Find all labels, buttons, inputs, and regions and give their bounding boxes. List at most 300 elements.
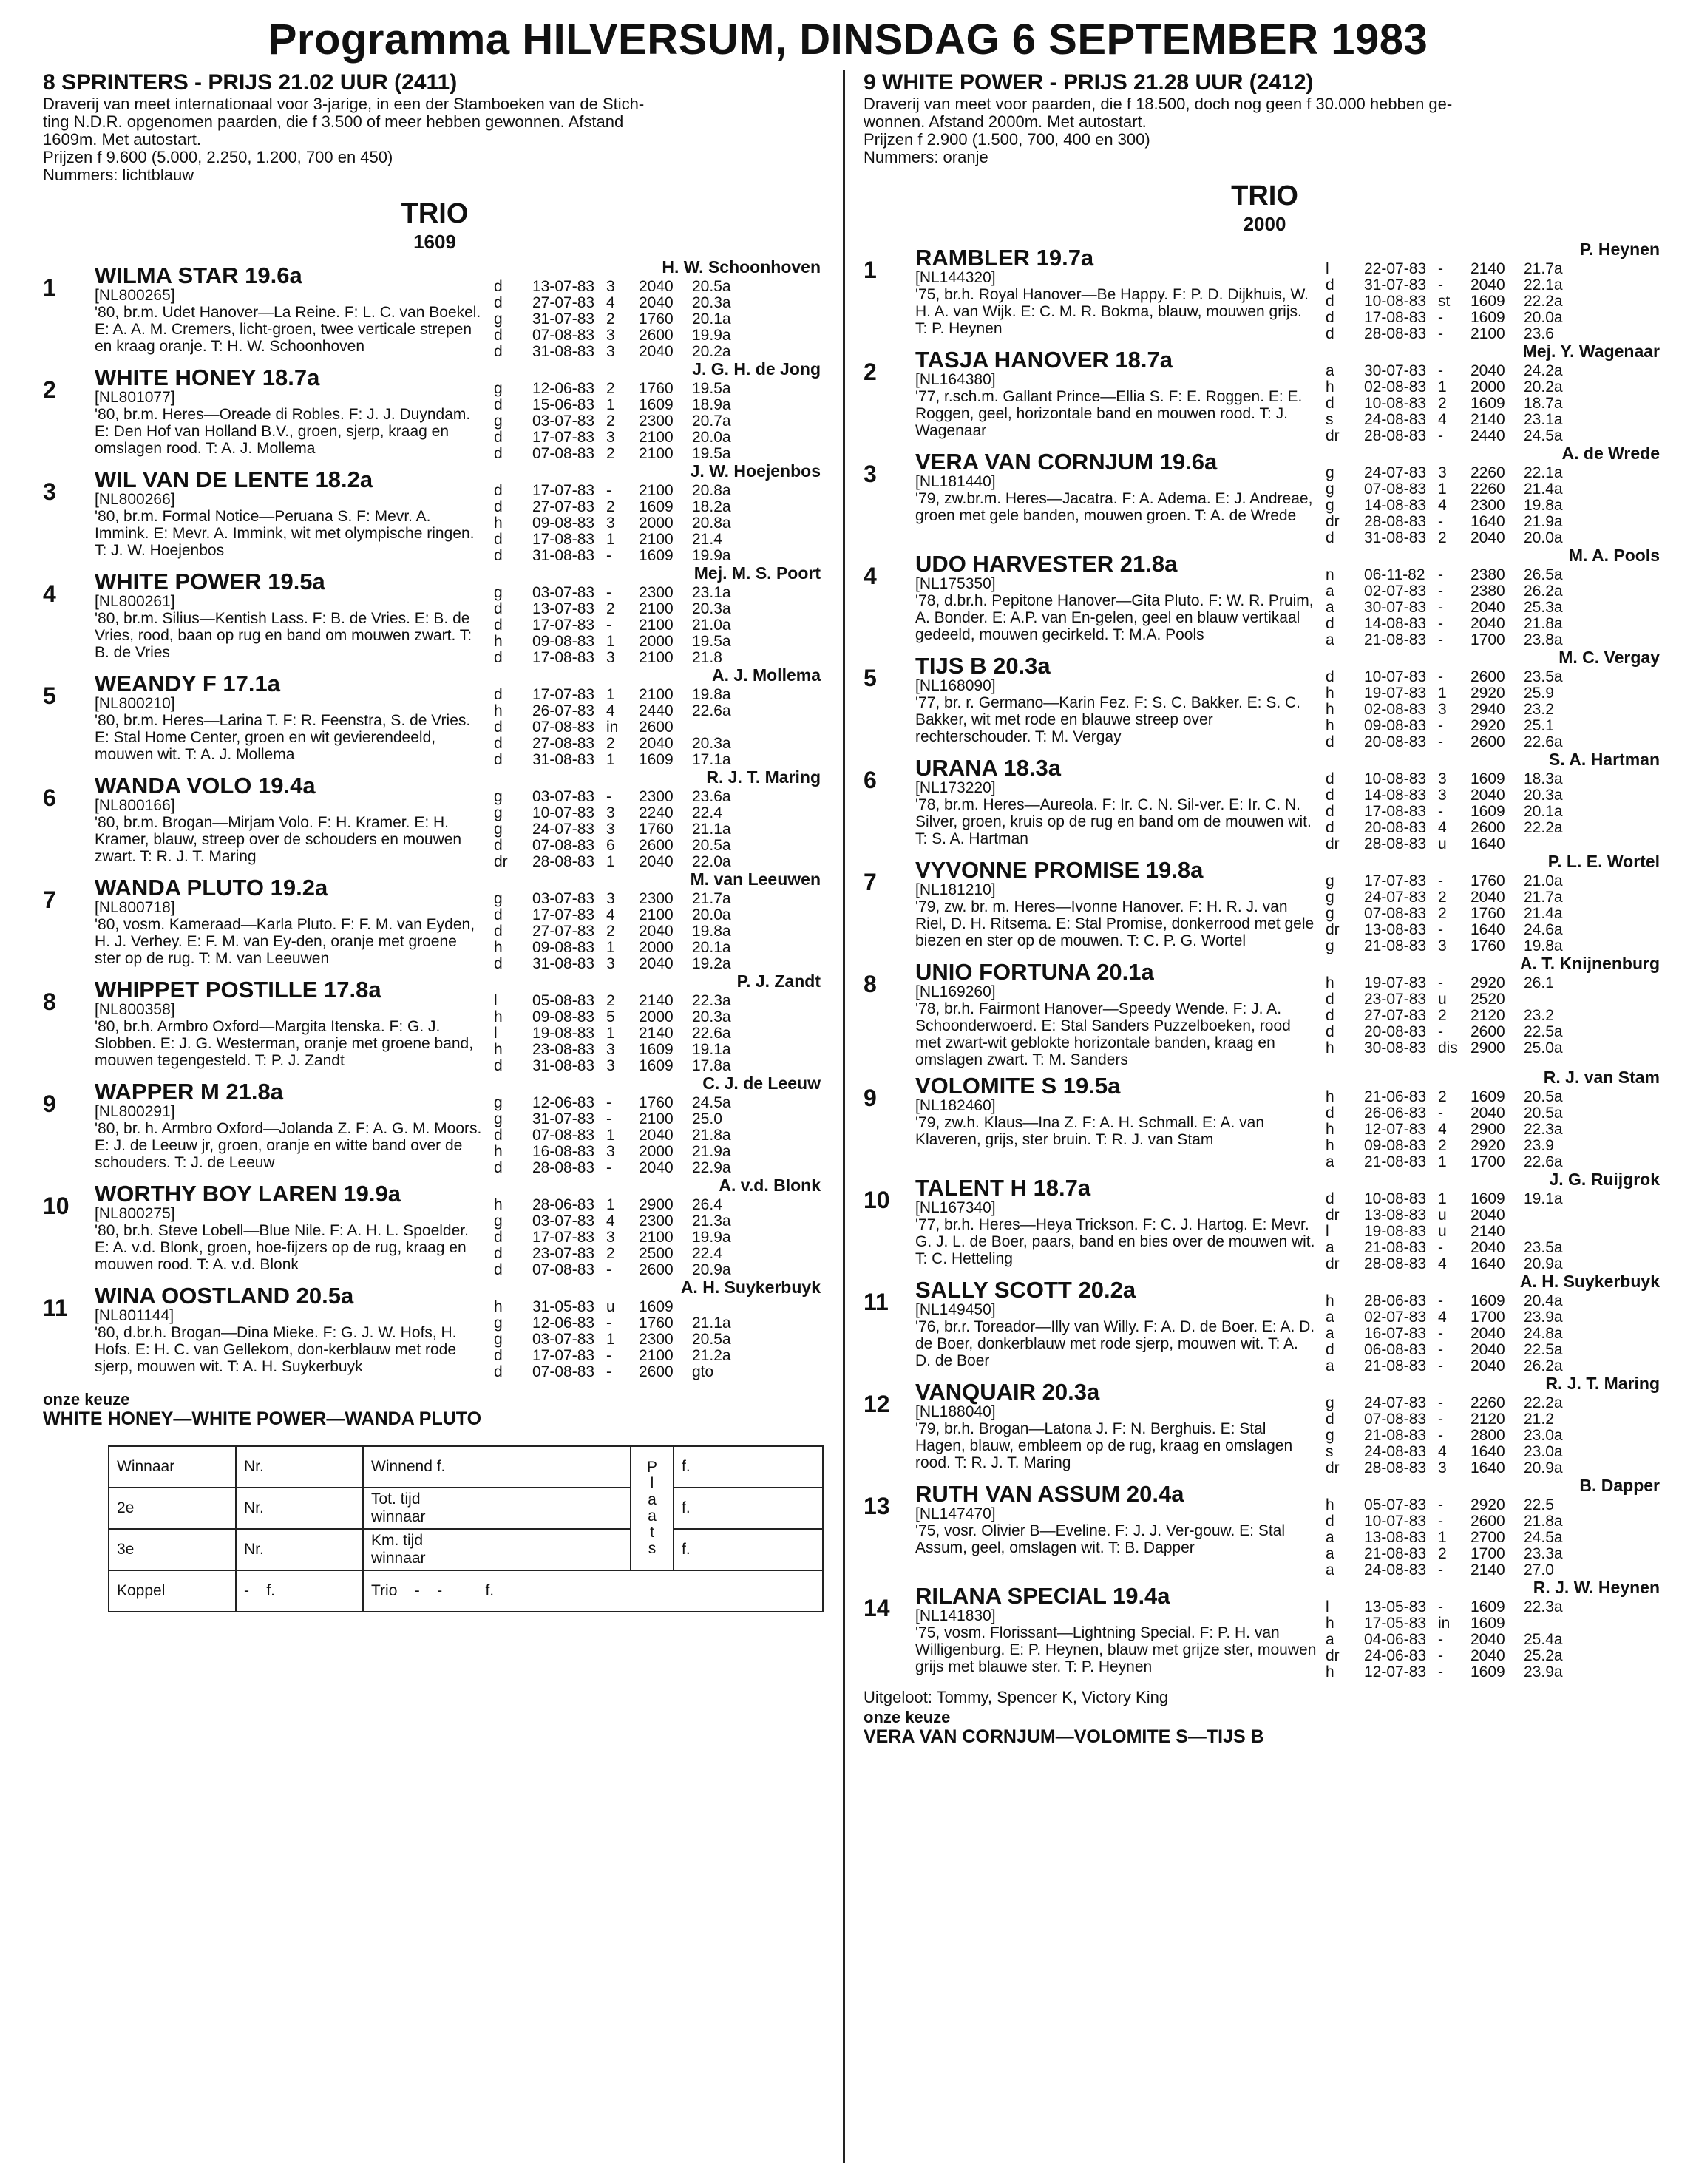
race-date: 05-07-83 [1364, 1496, 1427, 1513]
race-distance: 2100 [639, 482, 674, 499]
race-date: 31-07-83 [532, 1110, 595, 1127]
horse-description [95, 467, 494, 564]
race-date: 28-08-83 [1364, 325, 1427, 342]
track-code: d [1326, 325, 1334, 342]
race-date: 31-07-83 [532, 311, 595, 328]
race-date: 13-08-83 [1364, 921, 1427, 938]
race-date: 31-07-83 [1364, 277, 1427, 294]
performance-list [1326, 768, 1666, 852]
km-time: 22.2a [1524, 819, 1563, 836]
dash: - [244, 1582, 249, 1599]
placing: 3 [606, 1057, 615, 1074]
race-distance: 2040 [1471, 529, 1505, 546]
placing: 1 [1438, 481, 1447, 498]
placing: u [1438, 1223, 1447, 1240]
performance-row [1326, 804, 1666, 820]
placing: 2 [606, 445, 615, 462]
placing: 3 [1438, 770, 1447, 787]
performance-row [1326, 1444, 1666, 1460]
horse-info [95, 462, 827, 564]
performance-list [1326, 666, 1666, 750]
track-code: d [494, 343, 503, 360]
performance-row [1326, 481, 1666, 498]
placing: 4 [1438, 819, 1447, 836]
horse-info [95, 1074, 827, 1176]
performance-list [494, 276, 827, 360]
race-distance: 2100 [639, 1229, 674, 1246]
performance-list [494, 1296, 827, 1380]
track-code: d [1326, 529, 1334, 546]
race-date: 15-06-83 [532, 396, 595, 413]
race-distance: 2600 [1471, 819, 1505, 836]
horse-body [95, 262, 827, 360]
track-code: dr [1326, 835, 1340, 852]
race-date: 28-06-83 [1364, 1292, 1427, 1309]
form-f: f. [485, 1582, 495, 1599]
performance-list [1326, 1290, 1666, 1374]
km-time: 19.5a [692, 380, 731, 397]
horse-body [915, 245, 1666, 342]
performance-row [1326, 326, 1666, 342]
km-time: 19.9a [692, 1229, 731, 1246]
placing: 3 [606, 890, 615, 907]
performance-row [1326, 396, 1666, 412]
placing: - [606, 547, 611, 564]
placing: - [606, 1347, 611, 1364]
performance-row [1326, 1154, 1666, 1170]
performance-row [494, 703, 827, 719]
km-time: 22.4 [692, 1245, 722, 1262]
km-time: 19.1a [692, 1041, 731, 1058]
form-winnend: Winnend f. [363, 1446, 631, 1488]
condition-line: Draverij van meet voor paarden, die f 18.500, doch nog geen f 30.000 hebben ge- [864, 95, 1453, 113]
placing: - [1438, 1023, 1443, 1040]
form-km-tijd-label: Km. tijd [371, 1532, 424, 1549]
performance-row [494, 854, 827, 870]
placing: - [1438, 513, 1443, 530]
km-time: 23.1a [692, 584, 731, 601]
driver-name: C. J. de Leeuw [702, 1074, 821, 1093]
horse-name: RAMBLER 19.7a [915, 245, 1094, 271]
race-distance: 2300 [1471, 497, 1505, 514]
form-f: f. [674, 1488, 823, 1529]
track-code: l [1326, 1598, 1329, 1615]
km-time: 24.5a [1524, 427, 1563, 444]
placing: - [1438, 325, 1443, 342]
race-distance: 2260 [1471, 464, 1505, 481]
performance-row [494, 821, 827, 838]
performance-row [494, 634, 827, 650]
track-code: d [494, 617, 503, 634]
track-code: h [1326, 701, 1334, 718]
performance-row [494, 328, 827, 344]
horse-details: '80, br.m. Silius—Kentish Lass. F: B. de Vries. E: B. de Vries, rood, baan op rug en band om mouwen zwart. T: B. de Vries [95, 610, 472, 661]
horse-number: 10 [43, 1193, 69, 1219]
km-time: 20.3a [692, 600, 731, 617]
horse-entry [864, 240, 1666, 342]
track-code: a [1326, 1545, 1334, 1562]
km-time: 22.4 [692, 804, 722, 821]
race-date: 20-08-83 [1364, 819, 1427, 836]
race-distance: 2920 [1471, 717, 1505, 734]
km-time: 23.2 [1524, 701, 1554, 718]
driver-name: A. J. Mollema [712, 665, 821, 685]
placing: 3 [606, 1229, 615, 1246]
track-code: d [1326, 668, 1334, 685]
race-distance: 2040 [1471, 1207, 1505, 1224]
performance-row [1326, 277, 1666, 294]
horse-name: UDO HARVESTER 21.8a [915, 551, 1178, 577]
placing: - [606, 617, 611, 634]
condition-line: Prijzen f 9.600 (5.000, 2.250, 1.200, 700 en 450) [43, 148, 393, 166]
horse-entry [43, 768, 827, 870]
horse-name: VERA VAN CORNJUM 19.6a [915, 449, 1218, 475]
race-date: 09-08-83 [532, 633, 595, 650]
race-distance: 2000 [639, 515, 674, 532]
horse-name: RUTH VAN ASSUM 20.4a [915, 1481, 1184, 1507]
horse-entry [864, 1476, 1666, 1578]
km-time: 23.0a [1524, 1443, 1563, 1460]
track-code: g [1326, 937, 1334, 954]
horse-info [915, 240, 1666, 342]
performance-row [1326, 379, 1666, 396]
track-code: h [1326, 1664, 1334, 1681]
race-date: 17-07-83 [1364, 872, 1427, 889]
race-distance: 2140 [1471, 1223, 1505, 1240]
km-time: 21.9a [1524, 513, 1563, 530]
placing: 3 [606, 343, 615, 360]
performance-row [1326, 1040, 1666, 1057]
performance-list [1326, 1494, 1666, 1578]
placing: - [1438, 1664, 1443, 1681]
km-time: 23.6a [692, 788, 731, 805]
horse-details: '75, vosm. Florissant—Lightning Special. F: P. H. van Willigenburg. E: P. Heynen, blauw met grijze ster, mouwen grijs met blauwe ster. T: P. Heynen [915, 1624, 1317, 1675]
race-date: 12-06-83 [532, 380, 595, 397]
race-date: 12-07-83 [1364, 1121, 1427, 1138]
placing: 2 [606, 923, 615, 940]
track-code: d [494, 1245, 503, 1262]
race-date: 02-08-83 [1364, 379, 1427, 396]
horse-info [915, 648, 1666, 750]
km-time: 21.7a [1524, 889, 1563, 906]
performance-list [1326, 972, 1666, 1068]
km-time: 23.5a [1524, 1239, 1563, 1256]
placing: 2 [606, 380, 615, 397]
placing: - [606, 584, 611, 601]
horse-name: WHIPPET POSTILLE 17.8a [95, 977, 381, 1003]
race-distance: 1609 [1471, 803, 1505, 820]
km-time: 23.5a [1524, 668, 1563, 685]
race-date: 23-07-83 [1364, 991, 1427, 1008]
race-distance: 1700 [1471, 631, 1505, 648]
km-time: 20.8a [692, 515, 731, 532]
placing: 2 [1438, 395, 1447, 412]
performance-row [494, 413, 827, 430]
race-date: 16-07-83 [1364, 1325, 1427, 1342]
horse-info [915, 1476, 1666, 1578]
race-date: 17-07-83 [532, 1347, 595, 1364]
performance-row [494, 736, 827, 752]
performance-row [494, 532, 827, 548]
race-date: 28-08-83 [1364, 1459, 1427, 1476]
horse-name: WANDA PLUTO 19.2a [95, 875, 328, 901]
race-date: 17-07-83 [532, 429, 595, 446]
placing: 2 [606, 498, 615, 515]
placing: 2 [606, 311, 615, 328]
performance-row [494, 1009, 827, 1025]
race-distance: 1640 [1471, 513, 1505, 530]
driver-name: J. W. Hoejenbos [690, 461, 821, 481]
km-time: 20.0a [1524, 529, 1563, 546]
km-time: 20.5a [1524, 1105, 1563, 1122]
km-time: 20.1a [1524, 803, 1563, 820]
form-tot-tijd [363, 1488, 631, 1529]
race-distance: 2600 [1471, 668, 1505, 685]
km-time: 20.9a [1524, 1459, 1563, 1476]
track-code: d [494, 1229, 503, 1246]
km-time: 21.0a [692, 617, 731, 634]
horse-info [915, 1578, 1666, 1681]
driver-name: M. A. Pools [1568, 546, 1660, 565]
horse-number: 4 [43, 580, 56, 607]
track-code: d [494, 719, 503, 736]
placing: - [606, 1315, 611, 1332]
race-distance: 1760 [1471, 905, 1505, 922]
horse-number: 8 [43, 988, 56, 1015]
race-distance: 1700 [1471, 1545, 1505, 1562]
placing: 1 [606, 1127, 615, 1144]
track-code: h [1326, 1292, 1334, 1309]
horse-body [95, 467, 827, 564]
performance-row [1326, 718, 1666, 734]
race-distance: 1609 [639, 396, 674, 413]
race-date: 17-08-83 [532, 649, 595, 666]
performance-row [1326, 1546, 1666, 1562]
race-distance: 2040 [1471, 277, 1505, 294]
race-distance: 2260 [1471, 1394, 1505, 1411]
km-time: 20.1a [692, 311, 731, 328]
race-date: 27-07-83 [532, 294, 595, 311]
race-distance: 2000 [1471, 379, 1505, 396]
horse-info [915, 750, 1666, 852]
track-code: d [494, 429, 503, 446]
race-distance: 2300 [639, 788, 674, 805]
horse-name: SALLY SCOTT 20.2a [915, 1277, 1136, 1303]
track-code: a [1326, 1153, 1334, 1170]
driver-name: P. L. E. Wortel [1547, 852, 1660, 871]
placing: - [1438, 1357, 1443, 1374]
horse-name: WANDA VOLO 19.4a [95, 773, 316, 798]
horse-number: 13 [864, 1493, 890, 1519]
performance-row [494, 397, 827, 413]
betting-form [108, 1445, 824, 1612]
race-date: 21-08-83 [1364, 1239, 1427, 1256]
race-date: 10-07-83 [1364, 1513, 1427, 1530]
race-distance: 2000 [639, 633, 674, 650]
performance-row [1326, 1358, 1666, 1374]
performance-row [1326, 530, 1666, 546]
trio-label: TRIO [401, 198, 469, 229]
horse-number: 9 [864, 1085, 877, 1111]
race-distance: 2040 [639, 923, 674, 940]
race-distance: 2600 [639, 1363, 674, 1380]
race-distance: 2100 [639, 429, 674, 446]
km-time: 19.8a [692, 923, 731, 940]
race-distance: 2100 [639, 686, 674, 703]
performance-list [1326, 1596, 1666, 1681]
race-date: 02-08-83 [1364, 701, 1427, 718]
placing: 2 [1438, 905, 1447, 922]
placing: - [606, 482, 611, 499]
race-date: 03-07-83 [532, 1213, 595, 1230]
horse-entry [864, 1374, 1666, 1476]
horse-description [95, 671, 494, 768]
horse-description [95, 262, 494, 360]
race-date: 24-08-83 [1364, 1443, 1427, 1460]
race-date: 03-07-83 [532, 890, 595, 907]
track-code: d [494, 923, 503, 940]
km-time: 20.1a [692, 939, 731, 956]
driver-name: P. Heynen [1579, 240, 1660, 259]
race-date: 17-07-83 [532, 617, 595, 634]
km-time: 20.8a [692, 482, 731, 499]
race-distance: 1609 [1471, 770, 1505, 787]
performance-row [494, 650, 827, 666]
km-time: 25.0a [1524, 1040, 1563, 1057]
driver-name: A. de Wrede [1561, 444, 1660, 463]
race-date: 16-08-83 [532, 1143, 595, 1160]
horse-details: '80, br.m. Udet Hanover—La Reine. F: L. C. van Boekel. E: A. A. M. Cremers, licht-groen, twee verticale strepen en kraag oranje. T: H. W. Schoonhoven [95, 304, 481, 355]
race-date: 21-08-83 [1364, 1153, 1427, 1170]
horse-details: '80, br. h. Armbro Oxford—Jolanda Z. F: A. G. M. Moors. E: J. de Leeuw jr, groen, oranje en witte band over de schouders. T: J. de Leeuw [95, 1120, 482, 1171]
km-time [1524, 1207, 1583, 1224]
race-date: 10-07-83 [532, 804, 595, 821]
race-distance: 2040 [1471, 1647, 1505, 1664]
horse-number: 2 [43, 376, 56, 403]
horse-entry [864, 1272, 1666, 1374]
performance-list [494, 786, 827, 870]
horse-name: WIL VAN DE LENTE 18.2a [95, 467, 373, 492]
performance-row [1326, 771, 1666, 787]
km-time: 25.3a [1524, 599, 1563, 616]
race-date: 17-07-83 [532, 482, 595, 499]
placing: u [1438, 991, 1447, 1008]
horse-number: 6 [43, 784, 56, 811]
race-distance: 2000 [639, 1143, 674, 1160]
performance-row [1326, 465, 1666, 481]
race-distance: 2920 [1471, 974, 1505, 991]
placing: - [1438, 1292, 1443, 1309]
race-date: 13-08-83 [1364, 1529, 1427, 1546]
horse-entry [43, 870, 827, 972]
horse-details: '80, d.br.h. Brogan—Dina Mieke. F: G. J. W. Hofs, H. Hofs. E: H. C. van Gellekom, don-kerblauw met rode sjerp, mouwen wit. T: A. H. Suykerbuyk [95, 1324, 457, 1375]
performance-list [1326, 258, 1666, 342]
track-code: g [494, 1110, 503, 1127]
horse-code: [NL168090] [915, 677, 996, 694]
plaats-letter: t [650, 1524, 654, 1541]
track-code: a [1326, 362, 1334, 379]
race-distance: 2040 [1471, 599, 1505, 616]
race-distance: 2100 [639, 445, 674, 462]
performance-row [1326, 1256, 1666, 1272]
horse-code: [NL188040] [915, 1403, 996, 1420]
placing: 4 [606, 906, 615, 923]
placing: 3 [606, 821, 615, 838]
performance-list [1326, 1086, 1666, 1170]
placing: - [1438, 1427, 1443, 1444]
performance-row [494, 923, 827, 940]
km-time: 22.1a [1524, 277, 1563, 294]
race-distance: 2380 [1471, 566, 1505, 583]
km-time: 21.8 [692, 649, 722, 666]
race-9-column [864, 70, 1666, 1747]
race-date: 06-08-83 [1364, 1341, 1427, 1358]
horse-info [95, 666, 827, 768]
km-time: 18.9a [692, 396, 731, 413]
placing: - [1438, 631, 1443, 648]
horse-entry [864, 852, 1666, 954]
performance-row [494, 585, 827, 601]
horse-description [915, 755, 1326, 852]
horse-code: [NL164380] [915, 371, 996, 388]
horse-info [915, 444, 1666, 546]
horse-code: [NL801077] [95, 389, 175, 406]
performance-row [494, 430, 827, 446]
km-time: 25.1 [1524, 717, 1554, 734]
horse-code: [NL144320] [915, 269, 996, 286]
track-code: d [494, 600, 503, 617]
performance-row [1326, 1293, 1666, 1309]
km-time: 20.5a [692, 837, 731, 854]
km-time: 22.2a [1524, 293, 1563, 310]
race-date: 17-07-83 [532, 686, 595, 703]
race-date: 19-07-83 [1364, 685, 1427, 702]
track-code: g [1326, 464, 1334, 481]
horse-entry [43, 564, 827, 666]
track-code: l [494, 1025, 498, 1042]
horse-description [915, 347, 1326, 444]
horse-description [95, 364, 494, 462]
race-date: 31-08-83 [532, 547, 595, 564]
horse-description [95, 773, 494, 870]
race-date: 17-07-83 [532, 906, 595, 923]
performance-row [494, 548, 827, 564]
horse-body [915, 449, 1666, 546]
performance-row [494, 344, 827, 360]
performance-row [494, 1058, 827, 1074]
track-code: g [494, 380, 503, 397]
race-distance: 2900 [639, 1196, 674, 1213]
placing: 1 [1438, 1190, 1447, 1207]
placing: - [1438, 427, 1443, 444]
performance-row [1326, 820, 1666, 836]
horse-details: '80, br.m. Heres—Larina T. F: R. Feenstra, S. de Vries. E: Stal Home Center, groen en wit gevierendeeld, mouwen wit. T: A. J. Mollema [95, 712, 471, 763]
horse-code: [NL147470] [915, 1505, 996, 1522]
race-date: 07-08-83 [532, 719, 595, 736]
horse-description [915, 1277, 1326, 1374]
horse-number: 14 [864, 1595, 890, 1621]
horse-number: 10 [864, 1187, 890, 1213]
placing: - [1438, 921, 1443, 938]
km-time: 17.8a [692, 1057, 731, 1074]
performance-row [1326, 1664, 1666, 1681]
placing: - [1438, 615, 1443, 632]
race-date: 03-07-83 [532, 584, 595, 601]
horse-entry [864, 546, 1666, 648]
horse-name: WEANDY F 17.1a [95, 671, 280, 696]
performance-row [1326, 1138, 1666, 1154]
race-date: 13-05-83 [1364, 1598, 1427, 1615]
